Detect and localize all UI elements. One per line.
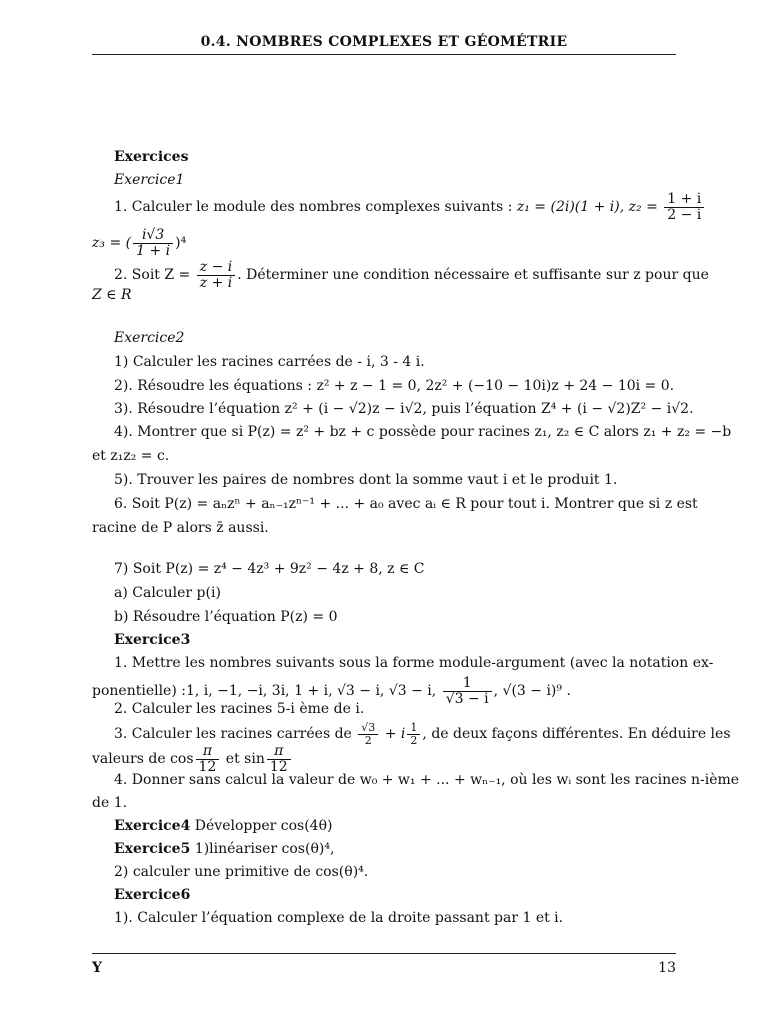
fraction-denominator: 2 − i [667, 206, 702, 223]
ex3-item4: 4. Donner sans calcul la valeur de w₀ + w₁ + ... + wₙ₋₁, où les wᵢ sont les racines n-ième [114, 772, 740, 788]
fraction-denominator: 12 [198, 758, 217, 775]
running-header: 0.4. NOMBRES COMPLEXES ET GÉOMÉTRIE [200, 34, 568, 50]
ex2-item1: 1) Calculer les racines carrées de - i, 3 - 4 i. [114, 354, 425, 370]
section-title: Exercices [114, 149, 189, 165]
fraction-numerator: π [196, 744, 220, 760]
ex3-3b-mid: et sin [225, 751, 265, 768]
ex5-item2: 2) calculer une primitive de cos(θ)⁴. [114, 864, 369, 880]
ex3-3b-start: valeurs de cos [92, 751, 194, 768]
fraction-numerator: 1 [407, 722, 420, 735]
fraction-denominator: 12 [269, 758, 288, 775]
ex1-z3 [92, 228, 676, 258]
ex2-item6-continuation: racine de P alors z̄ aussi. [92, 520, 269, 536]
ex3-item2: 2. Calculer les racines 5-i ème de i. [114, 701, 365, 717]
fraction-numerator: π [267, 744, 291, 760]
fraction-denominator: 2 [364, 733, 372, 747]
ex2-item7: 7) Soit P(z) = z⁴ − 4z³ + 9z² − 4z + 8, z ∈ C [114, 561, 425, 577]
ex3-item1: 1. Mettre les nombres suivants sous la forme module-argument (avec la notation ex- [114, 655, 714, 671]
fraction-denominator: 2 [410, 733, 418, 747]
fraction-denominator: √3 − i [445, 690, 489, 707]
ex2-item2: 2). Résoudre les équations : z² + z − 1 = 0, 2z² + (−10 − 10i)z + 24 − 10i = 0. [114, 378, 675, 394]
exercise6-title: Exercice6 [114, 887, 191, 903]
ex6-item1: 1). Calculer l’équation complexe de la droite passant par 1 et i. [114, 910, 564, 926]
ex3-3a-end: , de deux façons différentes. En déduire les [422, 726, 731, 743]
fraction-numerator: √3 [358, 722, 378, 735]
ex3-item4-continuation: de 1. [92, 795, 128, 811]
exercise4-title: Exercice4 [114, 818, 191, 834]
exercise3-title: Exercice3 [114, 632, 191, 648]
ex3-3b-fraction1 [196, 744, 220, 774]
footer-left: Y [92, 960, 102, 976]
ex3-1b-end: , √(3 − i)⁹ . [493, 683, 571, 700]
ex1-q2-end: . Déterminer une condition nécessaire et suffisante sur z pour que [237, 267, 709, 284]
header-rule [92, 54, 676, 55]
fraction-numerator: 1 + i [664, 192, 704, 208]
ex3-3b-fraction2 [267, 744, 291, 774]
ex1-q2-continuation: Z ∈ R [92, 287, 132, 303]
exercise5-text: 1)linéariser cos(θ)⁴, [194, 841, 335, 857]
fraction-denominator: 1 + i [136, 242, 171, 259]
fraction-numerator: i√3 [133, 228, 173, 244]
ex1-q1-text: 1. Calculer le module des nombres complexes suivants : [114, 199, 513, 216]
ex2-item4: 4). Montrer que si P(z) = z² + bz + c possède pour racines z₁, z₂ ∈ C alors z₁ + z₂ = −b [114, 424, 732, 440]
ex3-3a-start: 3. Calculer les racines carrées de [114, 726, 352, 743]
ex2-item5: 5). Trouver les paires de nombres dont la somme vaut i et le produit 1. [114, 472, 618, 488]
ex1-z1: z₁ = (2i)(1 + i), [516, 199, 625, 216]
fraction-numerator: z − i [197, 260, 235, 276]
fraction-denominator: z + i [199, 274, 233, 291]
ex1-z3-fraction [133, 228, 173, 258]
ex1-z3-rhs: )⁴ [175, 235, 187, 252]
ex2-item3: 3). Résoudre l’équation z² + (i − √2)z − i√2, puis l’équation Z⁴ + (i − √2)Z² − i√2. [114, 401, 694, 417]
exercise2-title: Exercice2 [114, 330, 185, 346]
ex3-3a-mid: + i [384, 726, 406, 743]
exercise1-title: Exercice1 [114, 172, 185, 188]
fraction-numerator: 1 [443, 676, 492, 692]
exercise5-title: Exercice5 [114, 841, 191, 857]
ex2-item6: 6. Soit P(z) = aₙzⁿ + aₙ₋₁zⁿ⁻¹ + ... + a₀ avec aᵢ ∈ R pour tout i. Montrer que si z est [114, 496, 698, 512]
footer-rule [92, 953, 676, 954]
exercise4 [92, 817, 676, 835]
ex3-item3 [92, 721, 731, 747]
ex1-q2-start: 2. Soit Z = [114, 267, 191, 284]
ex3-1b-start: ponentielle) :1, i, −1, −i, 3i, 1 + i, √3 − i, √3 − i, [92, 683, 437, 700]
ex3-3a-fraction2 [407, 722, 420, 746]
page-number: 13 [658, 960, 676, 976]
ex3-item3-continuation [92, 744, 676, 774]
ex2-item7b: b) Résoudre l’équation P(z) = 0 [114, 609, 338, 625]
ex1-z3-lhs: z₃ = ( [92, 235, 132, 252]
exercise5 [92, 840, 676, 858]
ex2-item4-continuation: et z₁z₂ = c. [92, 448, 170, 464]
exercise4-text: Développer cos(4θ) [194, 818, 333, 834]
ex1-question1 [92, 191, 702, 223]
ex1-z2-fraction [664, 192, 704, 222]
ex2-item7a: a) Calculer p(i) [114, 585, 221, 601]
ex1-z2-lhs: z₂ = [628, 199, 658, 216]
ex3-3a-fraction1 [358, 722, 378, 746]
